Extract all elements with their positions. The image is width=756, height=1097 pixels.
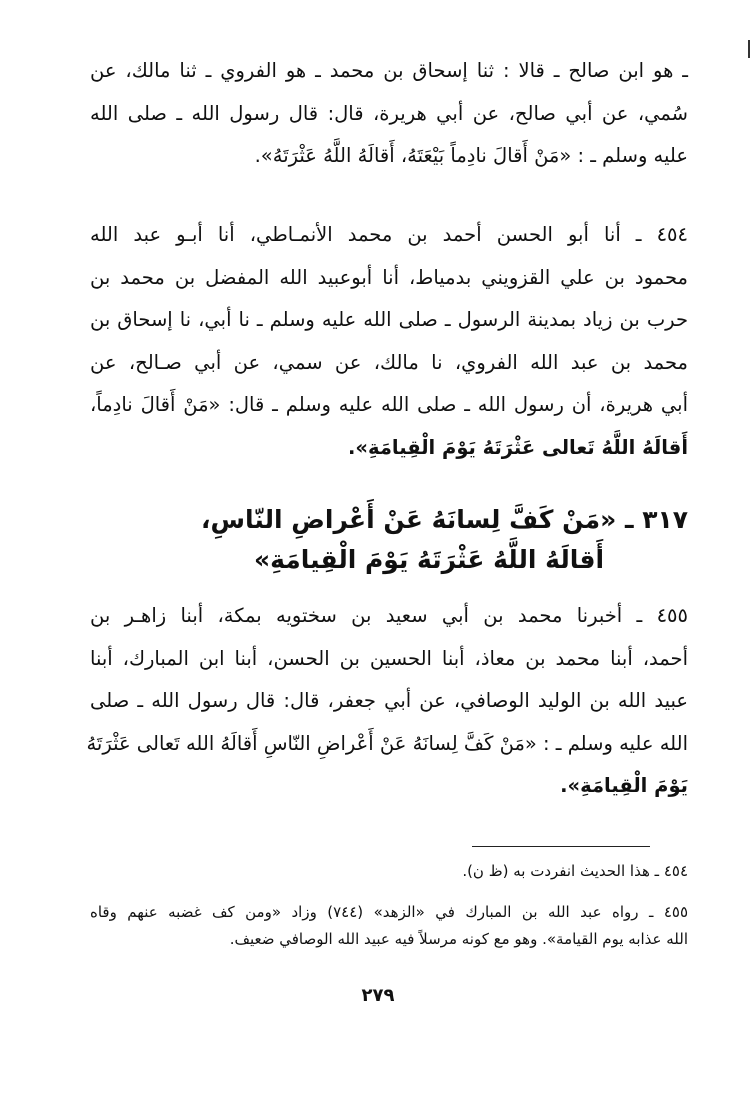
chapter-heading-line: ٣١٧ ـ «مَنْ كَفَّ لِسانَهُ عَنْ أَعْراضِ النّاسِ، [201, 505, 688, 534]
text-line: عبيد الله بن الوليد الوصافي، عن أبي جعفر، قال: قال رسول الله ـ صلى [90, 689, 688, 712]
text-line: سُمي، عن أبي صالح، عن أبي هريرة، قال: قال رسول الله ـ صلى الله [90, 101, 688, 125]
text-line: عليه وسلم ـ : «مَنْ أَقالَ نادِماً بَيْعَتَهُ، أَقالَهُ اللَّهُ عَثْرَتَهُ». [254, 144, 688, 167]
footnote-separator [472, 846, 650, 847]
text-line: محمد بن عبد الله الفروي، نا مالك، عن سمي، عن أبي صـالح، عن [90, 350, 688, 374]
text-line: أحمد، أبنا محمد بن معاذ، أبنا الحسين بن الحسن، أبنا ابن المبارك، أبنا [90, 646, 688, 670]
footnote-455-continuation: الله عذابه يوم القيامة». وهو مع كونه مرسلاً فيه عبيد الله الوصافي ضعيف. [229, 930, 688, 948]
footnote-455: ٤٥٥ ـ رواه عبد الله بن المبارك في «الزهد» (٧٤٤) وزاد «ومن كف غضبه عنهم وقاه [90, 903, 688, 921]
text-line: ٤٥٥ ـ أخبرنا محمد بن أبي سعيد بن سختويه بمكة، أبنا زاهـر بن [90, 604, 688, 627]
page-edge-mark [748, 40, 750, 58]
text-line: ـ هو ابن صالح ـ قالا : ثنا إسحاق بن محمد ـ هو الفروي ـ ثنا مالك، عن [90, 59, 688, 82]
hadith-455-paragraph [86, 595, 688, 808]
text-line: أبي هريرة، أن رسول الله ـ صلى الله عليه وسلم ـ قال: «مَنْ أَقالَ نادِماً، [90, 393, 688, 416]
text-line: أَقالَهُ اللَّهُ تَعالى عَثْرَتَهُ يَوْمَ الْقِيامَةِ». [348, 435, 688, 459]
text-line: محمود بن علي القزويني بدمياط، أنا أبوعبيد الله المفضل بن محمد بن [90, 265, 688, 289]
footnote-454: ٤٥٤ ـ هذا الحديث انفردت به (ظ ن). [462, 862, 688, 880]
paragraph-continuation [90, 50, 688, 178]
text-line: يَوْمَ الْقِيامَةِ». [560, 774, 688, 797]
chapter-heading-line: أَقالَهُ اللَّهُ عَثْرَتَهُ يَوْمَ الْقِيامَةِ» [253, 545, 605, 574]
text-line: الله عليه وسلم ـ : «مَنْ كَفَّ لِسانَهُ عَنْ أَعْراضِ النّاسِ أَقالَهُ الله تَعالى عَثْرَتَهُ [86, 731, 688, 755]
hadith-454-paragraph [90, 214, 688, 469]
text-line: ٤٥٤ ـ أنا أبو الحسن أحمد بن محمد الأنمـاطي، أنا أبـو عبد الله [90, 223, 688, 246]
footnotes [90, 858, 688, 953]
chapter-317-heading [201, 500, 688, 580]
page-number: ٢٧٩ [361, 985, 395, 1006]
text-line: حرب بن زياد بمدينة الرسول ـ صلى الله عليه وسلم ـ نا أبي، نا إسحاق بن [90, 308, 688, 331]
